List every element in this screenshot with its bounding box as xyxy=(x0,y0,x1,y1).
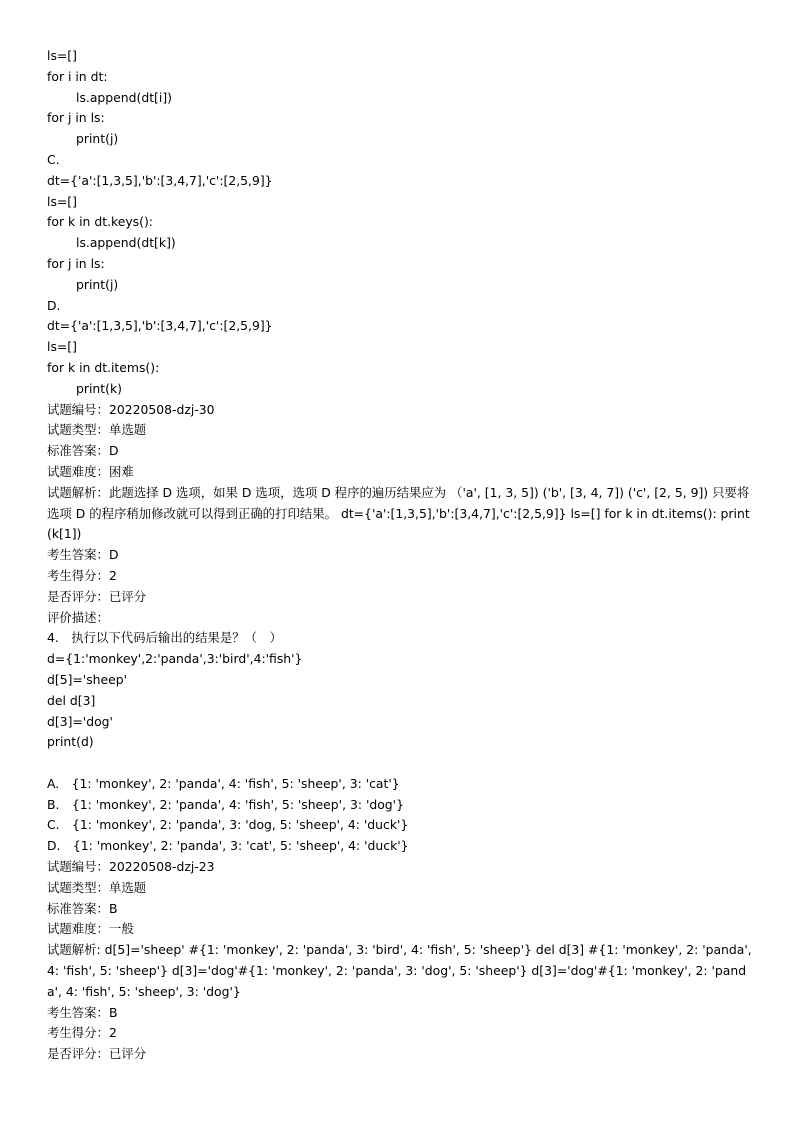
blank-line xyxy=(47,753,757,774)
text-line: 是否评分：已评分 xyxy=(47,1046,147,1062)
text-line: for k in dt.items(): xyxy=(47,359,160,375)
text-line: 试题解析: d[5]='sheep' #{1: 'monkey', 2: 'panda', 3: 'bird', 4: 'fish', 5: 'sheep'} del d[3] #{1: 'monkey', 2: 'panda', 4: 'fish', 5: 'sheep'} d[3]='dog'#{1: 'monkey', 2: 'panda', 3: 'dog', 5: 'sheep'} d[3]='dog'#{1: 'monkey', 2: 'panda', 4: 'fish', 5: 'sheep', 3: 'dog'} xyxy=(47,942,752,999)
text-line: for j in ls: xyxy=(47,110,105,126)
text-line: 试题编号：20220508-dzj-23 xyxy=(47,859,215,875)
text-line: dt={'a':[1,3,5],'b':[3,4,7],'c':[2,5,9]} xyxy=(47,318,273,334)
text-line: d[5]='sheep' xyxy=(47,671,128,687)
text-line: del d[3] xyxy=(47,692,96,708)
text-line: ls=[] xyxy=(47,48,77,63)
text-line: 试题类型：单选题 xyxy=(47,879,147,895)
text-line: D. xyxy=(47,297,61,313)
text-line: D. {1: 'monkey', 2: 'panda', 3: 'cat', 5: 'sheep', 4: 'duck'} xyxy=(47,838,409,854)
text-line: 试题类型：单选题 xyxy=(47,422,147,438)
text-line: ls=[] xyxy=(47,193,77,209)
document-page xyxy=(47,46,757,1065)
text-line: ls.append(dt[i]) xyxy=(76,89,173,105)
text-line: print(k) xyxy=(76,380,122,396)
text-line: d={1:'monkey',2:'panda',3:'bird',4:'fish'} xyxy=(47,651,303,667)
text-line: print(d) xyxy=(47,734,94,750)
text-line: 试题解析：此题选择 D 选项，如果 D 选项，选项 D 程序的遍历结果应为 （'a', [1, 3, 5]) ('b', [3, 4, 7]) ('c', [2, 5, 9]) 只要将选项 D 的程序稍加修改就可以得到正确的打印结果。 dt={'a':[1,3,5],'b':[3,4,7],'c':[2,5,9]} ls=[] for k in dt.items(): print(k[1]) xyxy=(47,484,750,542)
text-line: 标准答案：B xyxy=(47,900,118,916)
text-line: ls=[] xyxy=(47,339,77,355)
text-line: for i in dt: xyxy=(47,68,108,84)
text-line: 评价描述： xyxy=(47,609,109,625)
text-line: print(j) xyxy=(76,131,119,147)
text-line: 考生答案：B xyxy=(47,1004,118,1020)
text-line: 试题编号：20220508-dzj-30 xyxy=(47,401,215,417)
text-line: dt={'a':[1,3,5],'b':[3,4,7],'c':[2,5,9]} xyxy=(47,172,273,188)
text-line: 试题难度：一般 xyxy=(47,921,134,937)
text-line: 是否评分：已评分 xyxy=(47,588,147,604)
text-line: C. xyxy=(47,151,60,167)
text-line: for k in dt.keys(): xyxy=(47,214,153,230)
text-line: for j in ls: xyxy=(47,255,105,271)
text-line: A. {1: 'monkey', 2: 'panda', 4: 'fish', 5: 'sheep', 3: 'cat'} xyxy=(47,775,400,791)
text-line: 4. 执行以下代码后输出的结果是？（ ） xyxy=(47,630,282,646)
text-line: B. {1: 'monkey', 2: 'panda', 4: 'fish', 5: 'sheep', 3: 'dog'} xyxy=(47,796,404,812)
text-line: print(j) xyxy=(76,276,119,292)
text-line: d[3]='dog' xyxy=(47,713,113,729)
text-line: 考生得分：2 xyxy=(47,1025,117,1041)
text-line: 试题难度：困难 xyxy=(47,463,134,479)
text-line: ls.append(dt[k]) xyxy=(76,235,176,251)
text-line: C. {1: 'monkey', 2: 'panda', 3: 'dog, 5: 'sheep', 4: 'duck'} xyxy=(47,817,409,833)
text-line: 考生得分：2 xyxy=(47,567,117,583)
text-line: 标准答案：D xyxy=(47,443,119,459)
text-line: 考生答案：D xyxy=(47,547,119,563)
